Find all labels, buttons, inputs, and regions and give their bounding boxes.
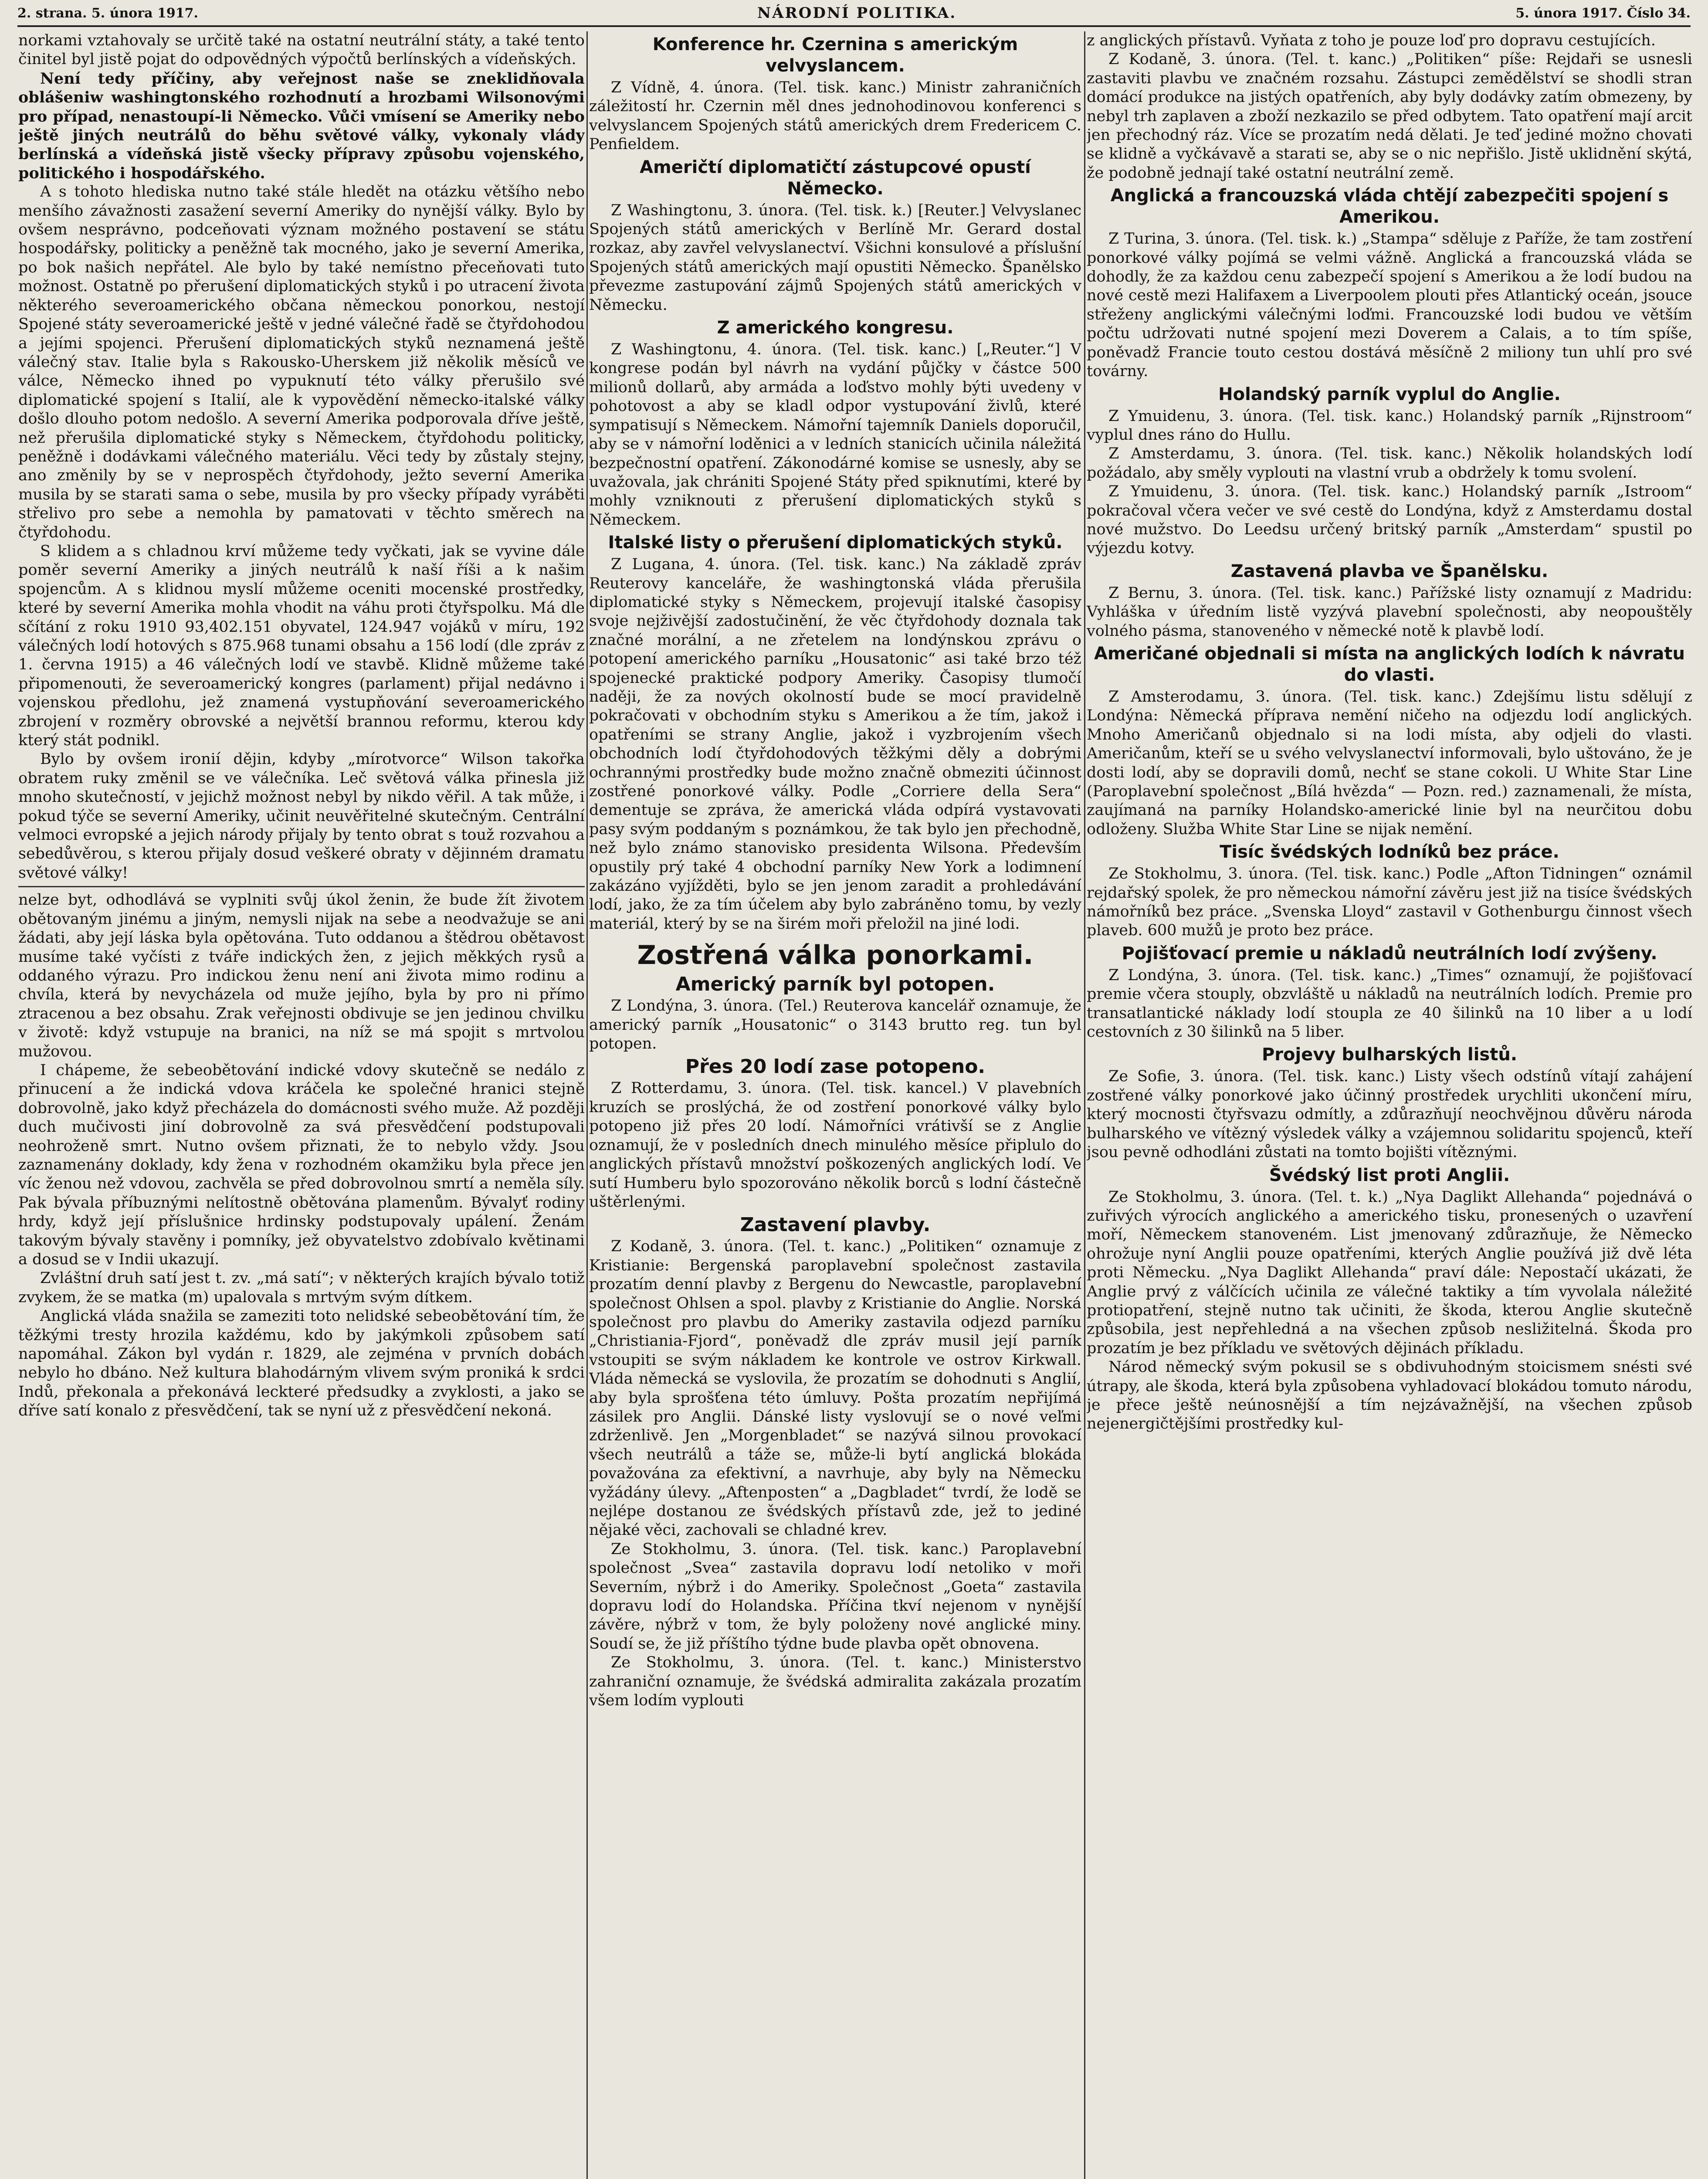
- column-2: [589, 31, 1081, 2179]
- headline-spain-shipping: Zastavená plavba ve Španělsku.: [1230, 561, 1549, 581]
- headline-submarine-war: Zostřená válka ponorkami.: [637, 940, 1034, 971]
- c2-paragraph: Z Washingtonu, 3. února. (Tel. tisk. k.) [Reuter.] Velvyslanec Spojených států amerických v Berlíně Mr. Gerard dostal rozkaz, aby zavřel velvyslanectví. Všichni konsulové a příslušní Spojených států amerických mají opustiti Německo. Španělsko převezme zastupování zájmů Spojených států amerických v Německu.: [589, 201, 1081, 314]
- headline-congress: Z amerického kongresu.: [717, 318, 954, 338]
- headline-swedish-sailors: Tisíc švédských lodníků bez práce.: [1220, 842, 1559, 862]
- c1-paragraph-bold: Není tedy příčiny, aby veřejnost naše se zneklidňovala oblášeniw washingtonského rozhodnutí a hrozbami Wilsonovými pro případ, nenastoupí-li Německo. Vůči vmísení se Ameriky nebo ještě jiných neutrálů do běhu světové války, vykonaly vlády berlínská a vídeňská jistě všecky přípravy způsobu vojenského, politického i hospodářského.: [18, 69, 585, 182]
- headline-bulgarian-papers: Projevy bulharských listů.: [1261, 1045, 1518, 1065]
- c2-paragraph: Z Vídně, 4. února. (Tel. tisk. kanc.) Ministr zahraničních záležitostí hr. Czernin měl dnes jednohodinovou konferenci s velvyslancem Spojených států amerických drem Fredericem C. Penfieldem.: [589, 79, 1081, 153]
- c1-feuilleton-paragraph: Zvláštní druh satí jest t. zv. „má satí“; v některých krajích bývalo totiž zvykem, že se matka (m) upalovala s mrtvým svým dítkem.: [18, 1269, 585, 1306]
- c3-paragraph: Ze Sofie, 3. února. (Tel. tisk. kanc.) Listy všech odstínů vítají zahájení zostřené války ponorkové jako účinný prostředek urychliti ukončení míru, který mocnosti čtyřsvazu odmítly, a zdůrazňují neochvějnou důvěru národa bulharského ve vítězný výsledek války a vzájemnou solidaritu spojenců, kteří jsou pevně odhodláni zůstati na tomto bojišti vítěznými.: [1087, 1068, 1692, 1161]
- c3-paragraph: Z Kodaně, 3. února. (Tel. t. kanc.) „Politiken“ píše: Rejdaři se usnesli zastaviti plavbu ve značném rozsahu. Zástupci zemědělství se shodli stran domácí produkce na jistých opatřeních, aby byly dodávky zatím obmezeny, by nebyl trh zaplaven a zboží nezkazilo se před odbytem. Tato opatření mají arcit jen přechodný ráz. Více se prozatím nedá dělati. Je teď jediné možno chovati se klidně a vyčkávavě a starati se, aby se o nic nepřišlo. Jistě uklidnění skýtá, že podobně jednají také ostatní neutrální země.: [1087, 51, 1692, 182]
- headline-czernin-conference: Konference hr. Czernina s americkým velvyslancem.: [652, 34, 1018, 76]
- c1-feuilleton-paragraph: I chápeme, že sebeobětování indické vdovy skutečně se nedálo z přinucení a že indická vdova kráčela ke společné hranici stejně dobrovolně, jako když přecházela do domácnosti svého muže. Až později duch mučivosti jiní dobrovolně za svá přesvědčení podstupovali neohroženě smrt. Nutno ovšem přiznati, že to nebylo vždy. Jsou zaznamenány doklady, kdy žena v rozhodném okamžiku byla přece jen víc ženou než vdovou, zachvěla se před dobrovolnou smrtí a neměla síly. Pak bývala příbuznými nelítostně obětována plamenům. Bývalyť rodiny hrdy, když její příslušnice hrdinsky podstupovaly upálení. Ženám takovým bývaly stavěny i pomníky, jež obyvatelstvo zdobívalo květinami a dosud se v Indii ukazují.: [18, 1061, 585, 1268]
- c2-paragraph: Z Washingtonu, 4. února. (Tel. tisk. kanc.) [„Reuter.“] V kongrese podán byl návrh na vydání půjčky v částce 500 milionů dollarů, aby armáda a loďstvo mohly býti uvedeny v pohotovost a aby se kladl odpor vystupování živlů, které sympatisují s Německem. Námořní tajemník Daniels doporučil, aby se v námořní loděnici a v ledních stanicích učinila náležitá bezpečnostní opatření. Zákonodárné komise se usnesly, aby se uvažovala, jak chrániti Spojené Státy před spiknutími, které by mohly vzniknouti z přerušení diplomatických styků s Německem.: [589, 341, 1081, 529]
- c3-paragraph: Ze Stokholmu, 3. února. (Tel. tisk. kanc.) Podle „Afton Tidningen“ oznámil rejdařský spolek, že pro německou námořní závěru jest již na tisíce švédských námořníků bez práce. „Svenska Lloyd“ zastavil v Gothenburgu činnost všech plaveb. 600 mužů je proto bez práce.: [1087, 865, 1692, 940]
- column-3: [1087, 31, 1692, 2179]
- headline-insurance-premiums: Pojišťovací premie u nákladů neutrálních lodí zvýšeny.: [1122, 943, 1657, 964]
- headline-dutch-steamer: Holandský parník vyplul do Anglie.: [1218, 384, 1561, 404]
- c3-paragraph: Z Ymuidenu, 3. února. (Tel. tisk. kanc.) Holandský parník „Istroom“ pokračoval včera večer ve své cestě do Londýna, když z Amsterdamu dostal nové mužstvo. Do Leedsu určený britský parník „Amsterdam“ spustil po výjezdu kotvy.: [1087, 483, 1692, 557]
- headline-american-ship-sunk: Americký parník byl potopen.: [675, 973, 995, 996]
- c3-paragraph: Z Amsterodamu, 3. února. (Tel. tisk. kanc.) Zdejšímu listu sdělují z Londýna: Německá příprava nemění ničeho na odjezdu lodí anglických. Mnoho Američanů objednalo si na lodi místa, aby odjeli do vlasti. Američanům, kteří se u svého velvyslanectví informovali, bylo uštováno, že je dosti lodí, aby se dopravili domů, nechť se stane cokoli. U White Star Line (Paroplavební společnost „Bílá hvězda“ — Pozn. red.) zaznamenali, že místa, zaujímaná na parníky Holandsko-americké linie byl na neurčitou dobu odloženy. Služba White Star Line se nijak nemění.: [1087, 688, 1692, 838]
- header-rule: [17, 25, 1691, 27]
- c3-paragraph: Z Bernu, 3. února. (Tel. tisk. kanc.) Pařížské listy oznamují z Madridu: Vyhláška v úředním listě vyzývá plavební společnosti, aby neopouštěly volného pásma, stanoveného v německé notě k plavbě lodí.: [1087, 584, 1692, 640]
- c3-paragraph: Národ německý svým pokusil se s obdivuhodným stoicismem snésti své útrapy, ale škoda, která byla způsobena vyhladovací blokádou tomuto národu, je přece ještě neúnosnější a tím nejzávažnější, na všechen způsob nejenergičtějšími prostředky kul-: [1087, 1358, 1692, 1433]
- headline-shipping-stopped: Zastavení plavby.: [740, 1214, 931, 1236]
- page-header: [17, 2, 1691, 24]
- c3-paragraph: Z Londýna, 3. února. (Tel. tisk. kanc.) „Times“ oznamují, že pojišťovací premie včera stouply, obzvláště u nákladů na neutrálních lodích. Premie pro transatlantické náklady lodí stoupla ze 40 šilinků na 10 liber a u lodí cestovních z 30 šilinků na 5 liber.: [1087, 966, 1692, 1041]
- c1-paragraph: norkami vztahovaly se určitě také na ostatní neutrální státy, a také tento činitel byl jistě pojat do odpovědných výpočtů berlínských a vídeňských.: [18, 32, 585, 68]
- headline-anglo-french: Anglická a francouzská vláda chtějí zabezpečiti spojení s Amerikou.: [1110, 186, 1669, 227]
- masthead-title: NÁRODNÍ POLITIKA.: [757, 4, 957, 22]
- c1-paragraph: A s tohoto hlediska nutno také stále hledět na otázku většího nebo menšího závažnosti zasažení severní Ameriky do nynější války. Bylo by ovšem nesprávno, podceňovati význam možného postavení se státu hospodářsky, politicky a peněžně tak mocného, jako je severní Amerika, po bok našich nepřátel. Ale bylo by také nemístno přeceňovati tuto možnost. Ostatně po přerušení diplomatických styků i po utracení života některého severoamerického občana německou ponorkou, nestojí Spojené státy severoamerické ještě v jedné válečné řadě se čtyřdohodou a jejími spojenci. Přerušení diplomatických styků neznamená ještě válečný stav. Italie byla s Rakousko-Uherskem již několik měsíců ve válce, Německo ihned po vypuknutí této války přerušilo své diplomatické spojení s Italií, ale k vypovědění německo-italské války došlo dlouho potom nedošlo. A severní Amerika podporovala dříve ještě, než přerušila diplomatické styky s Německem, čtyřdohodu politicky, peněžně i dodávkami válečného materiálu. Věci tedy by zůstaly stejny, ano změnily by se v neprospěch čtyřdohody, ježto severní Amerika musila by se starati sama o sebe, musila by pro všecky případy vyráběti střelivo pro sebe a nemohla by pamatovati v těchto směrech na čtyřdohodu.: [18, 183, 585, 541]
- c1-feuilleton-paragraph: Anglická vláda snažila se zameziti toto nelidské sebeobětování tím, že těžkými tresty hrozila každému, kdo by jakýmkoli způsobem satí napomáhal. Zákon byl vydán r. 1829, ale zejména v prvních dobách nebylo ho dbáno. Než kultura blahodárným vlivem svým proniká k srdci Indů, překonala a překonává leckteré předsudky a zvyklosti, a jako se dříve satí konalo z přesvědčení, tak se nyní už z přesvědčení nekoná.: [18, 1307, 585, 1420]
- column-1: [18, 31, 585, 2179]
- column-divider-2: [1084, 31, 1085, 2179]
- c2-paragraph: Ze Stokholmu, 3. února. (Tel. tisk. kanc.) Paroplavební společnost „Svea“ zastavila dopravu lodí netoliko v moři Severním, nýbrž i do Ameriky. Společnost „Goeta“ zastavila dopravu lodí do Holandska. Příčina tkví nejenom v nynější závěre, nýbrž v tom, že byly položeny nové anglické miny. Soudí se, že již příštího týdne bude plavba opět obnovena.: [589, 1540, 1081, 1653]
- column-divider-1: [586, 31, 588, 2179]
- headline-swedish-paper: Švédský list proti Anglii.: [1269, 1165, 1510, 1185]
- headline-americans-return: Američané objednali si místa na anglických lodích k návratu do vlasti.: [1094, 643, 1685, 685]
- c2-paragraph: Z Londýna, 3. února. (Tel.) Reuterova kancelář oznamuje, že americký parník „Housatonic“ o 3143 brutto reg. tun byl potopen.: [589, 997, 1081, 1053]
- c3-paragraph: Z Ymuidenu, 3. února. (Tel. tisk. kanc.) Holandský parník „Rijnstroom“ vyplul dnes ráno do Hullu.: [1087, 407, 1692, 444]
- c3-paragraph: Ze Stokholmu, 3. února. (Tel. t. k.) „Nya Daglikt Allehanda“ pojednává o zuřivých výrocích anglického a amerického tisku, pronesených o uzavření moří, Německem stanoveném. List jmenovaný zdůrazňuje, že Německo ohrožuje nyní Anglii pouze opatřeními, kterých Anglie používá již dvě léta proti Německu. „Nya Daglikt Allehanda“ praví dále: Nepostačí ukázati, že Anglie prvý z válčících učinila ze válečné taktiky a tím vyvolala náležité protiopatření, stejně nutno tak učiniti, že škoda, kterou Anglie skutečně způsobila, jest nepřehledná a na všechen způsob nesližitelná. Škoda pro prozatím je bez příkladu ve světových dějinách příkladu.: [1087, 1188, 1692, 1357]
- c1-feuilleton-paragraph: nelze byt, odhodlává se vyplniti svůj úkol ženin, že bude žít životem obětovaným jinému a jiným, nemysli nijak na sebe a neodvažuje se ani žádati, aby její láska byla opětována. Tuto oddanou a štědrou obětavost musíme také vyčísti z tváře indických žen, z jejich měkkých rysů a oddaného výrazu. Pro indickou ženu není ani života mimo rodinu a chvíla, která by nevycházela od muže jejího, byla by pro ni přímo ztracenou a bez obsahu. Zrak veřejnosti obdivuje se jen jedinou chvilku v životě: když vstupuje na branici, na níž se má spojit s mrtvolou mužovou.: [18, 891, 585, 1060]
- c2-paragraph: Z Lugana, 4. února. (Tel. tisk. kanc.) Na základě zpráv Reuterovy kanceláře, že washingtonská vláda přerušila diplomatické styky s Německem, projevují italské časopisy svoje nejživější zadostučinění, že věc čtyřdohody doznala tak značné morální, a ne zřetelem na londýnskou zprávu o potopení amerického parníku „Housatonic“ asi také brzo též spojenecké praktické podpory Ameriky. Časopisy tlumočí naději, že za nových okolností bude se mocí pravidelně pokračovati v obchodním styku s Amerikou a že tím, jakož i opatřeními se strany Anglie, jakož i vyzbrojením všech obchodních lodí čtyřdohodových těžkými děly a dobrými ochrannými prostředky bude možno značně obmeziti účinnost zostřené ponorkové války. Podle „Corriere della Sera“ dementuje se zpráva, že americká vláda odpírá vystavovati pasy svým poddaným s poznámkou, že tak bylo jen přechodně, než bylo známo stanovisko presidenta Wilsona. Především opustily prý také 4 obchodní parníky New York a lodimnení zakázáno vyjížděti, bylo se jen jenom zaradit a prohledávání lodí, jako, že za tím účelem aby bylo zabráněno tomu, by vezly materiál, který by se na širém moři přeložil na jiné lodi.: [589, 556, 1081, 933]
- headline-diplomats-leave: Američtí diplomatičtí zástupcové opustí Německo.: [640, 157, 1031, 199]
- c2-paragraph: Z Rotterdamu, 3. února. (Tel. tisk. kancel.) V plavebních kruzích se proslýchá, že od zostření ponorkové války bylo potopeno již přes 20 lodí. Námořníci vrátivší se z Anglie oznamují, že v posledních dnech minulého měsíce připlulo do anglických přístavů množství poškozených anglických lodí. Ve sutí Humberu bylo spozorováno několik borců s lodní částečně uštěrlenými.: [589, 1079, 1081, 1211]
- c2-paragraph: Z Kodaně, 3. února. (Tel. t. kanc.) „Politiken“ oznamuje z Kristianie: Bergenská paroplavební společnost zastavila prozatím denní plavby z Bergenu do Newcastle, paroplavební společnost Ohlsen a spol. plavby z Kristianie do Anglie. Norská společnost pro plavbu do Ameriky zastavila odjezd parníku „Christiania-Fjord“, poněvadž dle zpráv musil její parník vstoupiti se svým nákladem ke kontrole ve ostrov Kirkwall. Vláda německá se vyslovila, že prozatím se dohodnuti s Anglií, aby byla sprošťena této úmluvy. Pošta prozatím nepřijímá zásilek pro Anglii. Dánské listy vyslovují se o nové veľmi zdrženlivě. Jen „Morgenbladet“ se nazývá silnou provokací všech neutrálů a táže se, může-li bytí anglická blokáda považována za efektivní, a navrhuje, aby byly na Německu vyžádány úlevy. „Aftenposten“ a „Dagbladet“ tvrdí, že lodě se nejlépe dostanou ze švédských přístavů zde, jež to jediné nějaké věci, zachovali se chladné krev.: [589, 1238, 1081, 1539]
- headline-20-ships-sunk: Přes 20 lodí zase potopeno.: [685, 1056, 986, 1078]
- header-right: 5. února 1917. Číslo 34.: [1515, 5, 1691, 21]
- c3-paragraph: Z Turina, 3. února. (Tel. tisk. k.) „Stampa“ sděluje z Paříže, že tam zostření ponorkové války pojímá se velmi vážně. Anglická a francouzská vláda se dohodly, že za každou cenu zabezpečí spojení s Amerikou a že lodí budou na nové cestě mezi Halifaxem a Liverpoolem plouti přes Atlantický oceán, jsouce střeženy anglickými válečnými loďmi. Francouzské lodi budou ve větším počtu udržovati nutné spojení mezi Doverem a Calais, a to tím spíše, poněvadž Francie touto cestou dostává měsíčně 2 miliony tun uhlí pro své továrny.: [1087, 230, 1692, 380]
- c3-paragraph: Z Amsterdamu, 3. února. (Tel. tisk. kanc.) Několik holandských lodí požádalo, aby směly vyplouti na vlastní vrub a obdržely k tomu svolení.: [1087, 445, 1692, 482]
- c2-paragraph: Ze Stokholmu, 3. února. (Tel. t. kanc.) Ministerstvo zahraniční oznamuje, že švédská admiralita zakázala prozatím všem lodím vyplouti: [589, 1654, 1081, 1710]
- c3-paragraph: z anglických přístavů. Vyňata z toho je pouze loď pro dopravu cestujících.: [1087, 32, 1656, 49]
- c1-paragraph: S klidem a s chladnou krví můžeme tedy vyčkati, jak se vyvine dále poměr severní Ameriky a jiných neutrálů k naší říši a k našim spojencům. A s klidnou myslí můžeme oceniti mocenské prostředky, které by severní Amerika mohla vhodit na váhu proti čtyřspolku. Má dle sčítání z roku 1910 93,402.151 obyvatel, 124.947 vojáků v míru, 192 válečných lodí hotových s 875.968 tunami obsahu a 156 lodí (dle zpráv z 1. června 1915) a 46 válečných lodí ve stavbě. Klidně můžeme také připomenouti, že severoamerický kongres (parlament) přijal nedávno i vojenskou předlohu, jež znamená vystupňování severoamerického zbrojení v rozměry obrovské a největší brannou reformu, kterou kdy který stát podnikl.: [18, 542, 585, 750]
- headline-italian-papers: Italské listy o přerušení diplomatických styků.: [608, 533, 1063, 553]
- c1-paragraph: Bylo by ovšem ironií dějin, kdyby „mírotvorce“ Wilson takořka obratem ruky změnil se ve válečníka. Leč světová válka přinesla již mnoho skutečností, v jejichž možnost nebyl by nikdo věřil. A tak může, i pokud týče se severní Ameriky, učinit neuvěřitelné skutečným. Centrální velmoci evropské a jejich národy přijaly by tento obrat s touž rozvahou a sebedůvěrou, s kterou přijaly dosud veškeré obraty v dějinném dramatu světové války!: [18, 750, 585, 882]
- article-separator: [18, 886, 585, 887]
- header-left: 2. strana. 5. února 1917.: [17, 5, 198, 21]
